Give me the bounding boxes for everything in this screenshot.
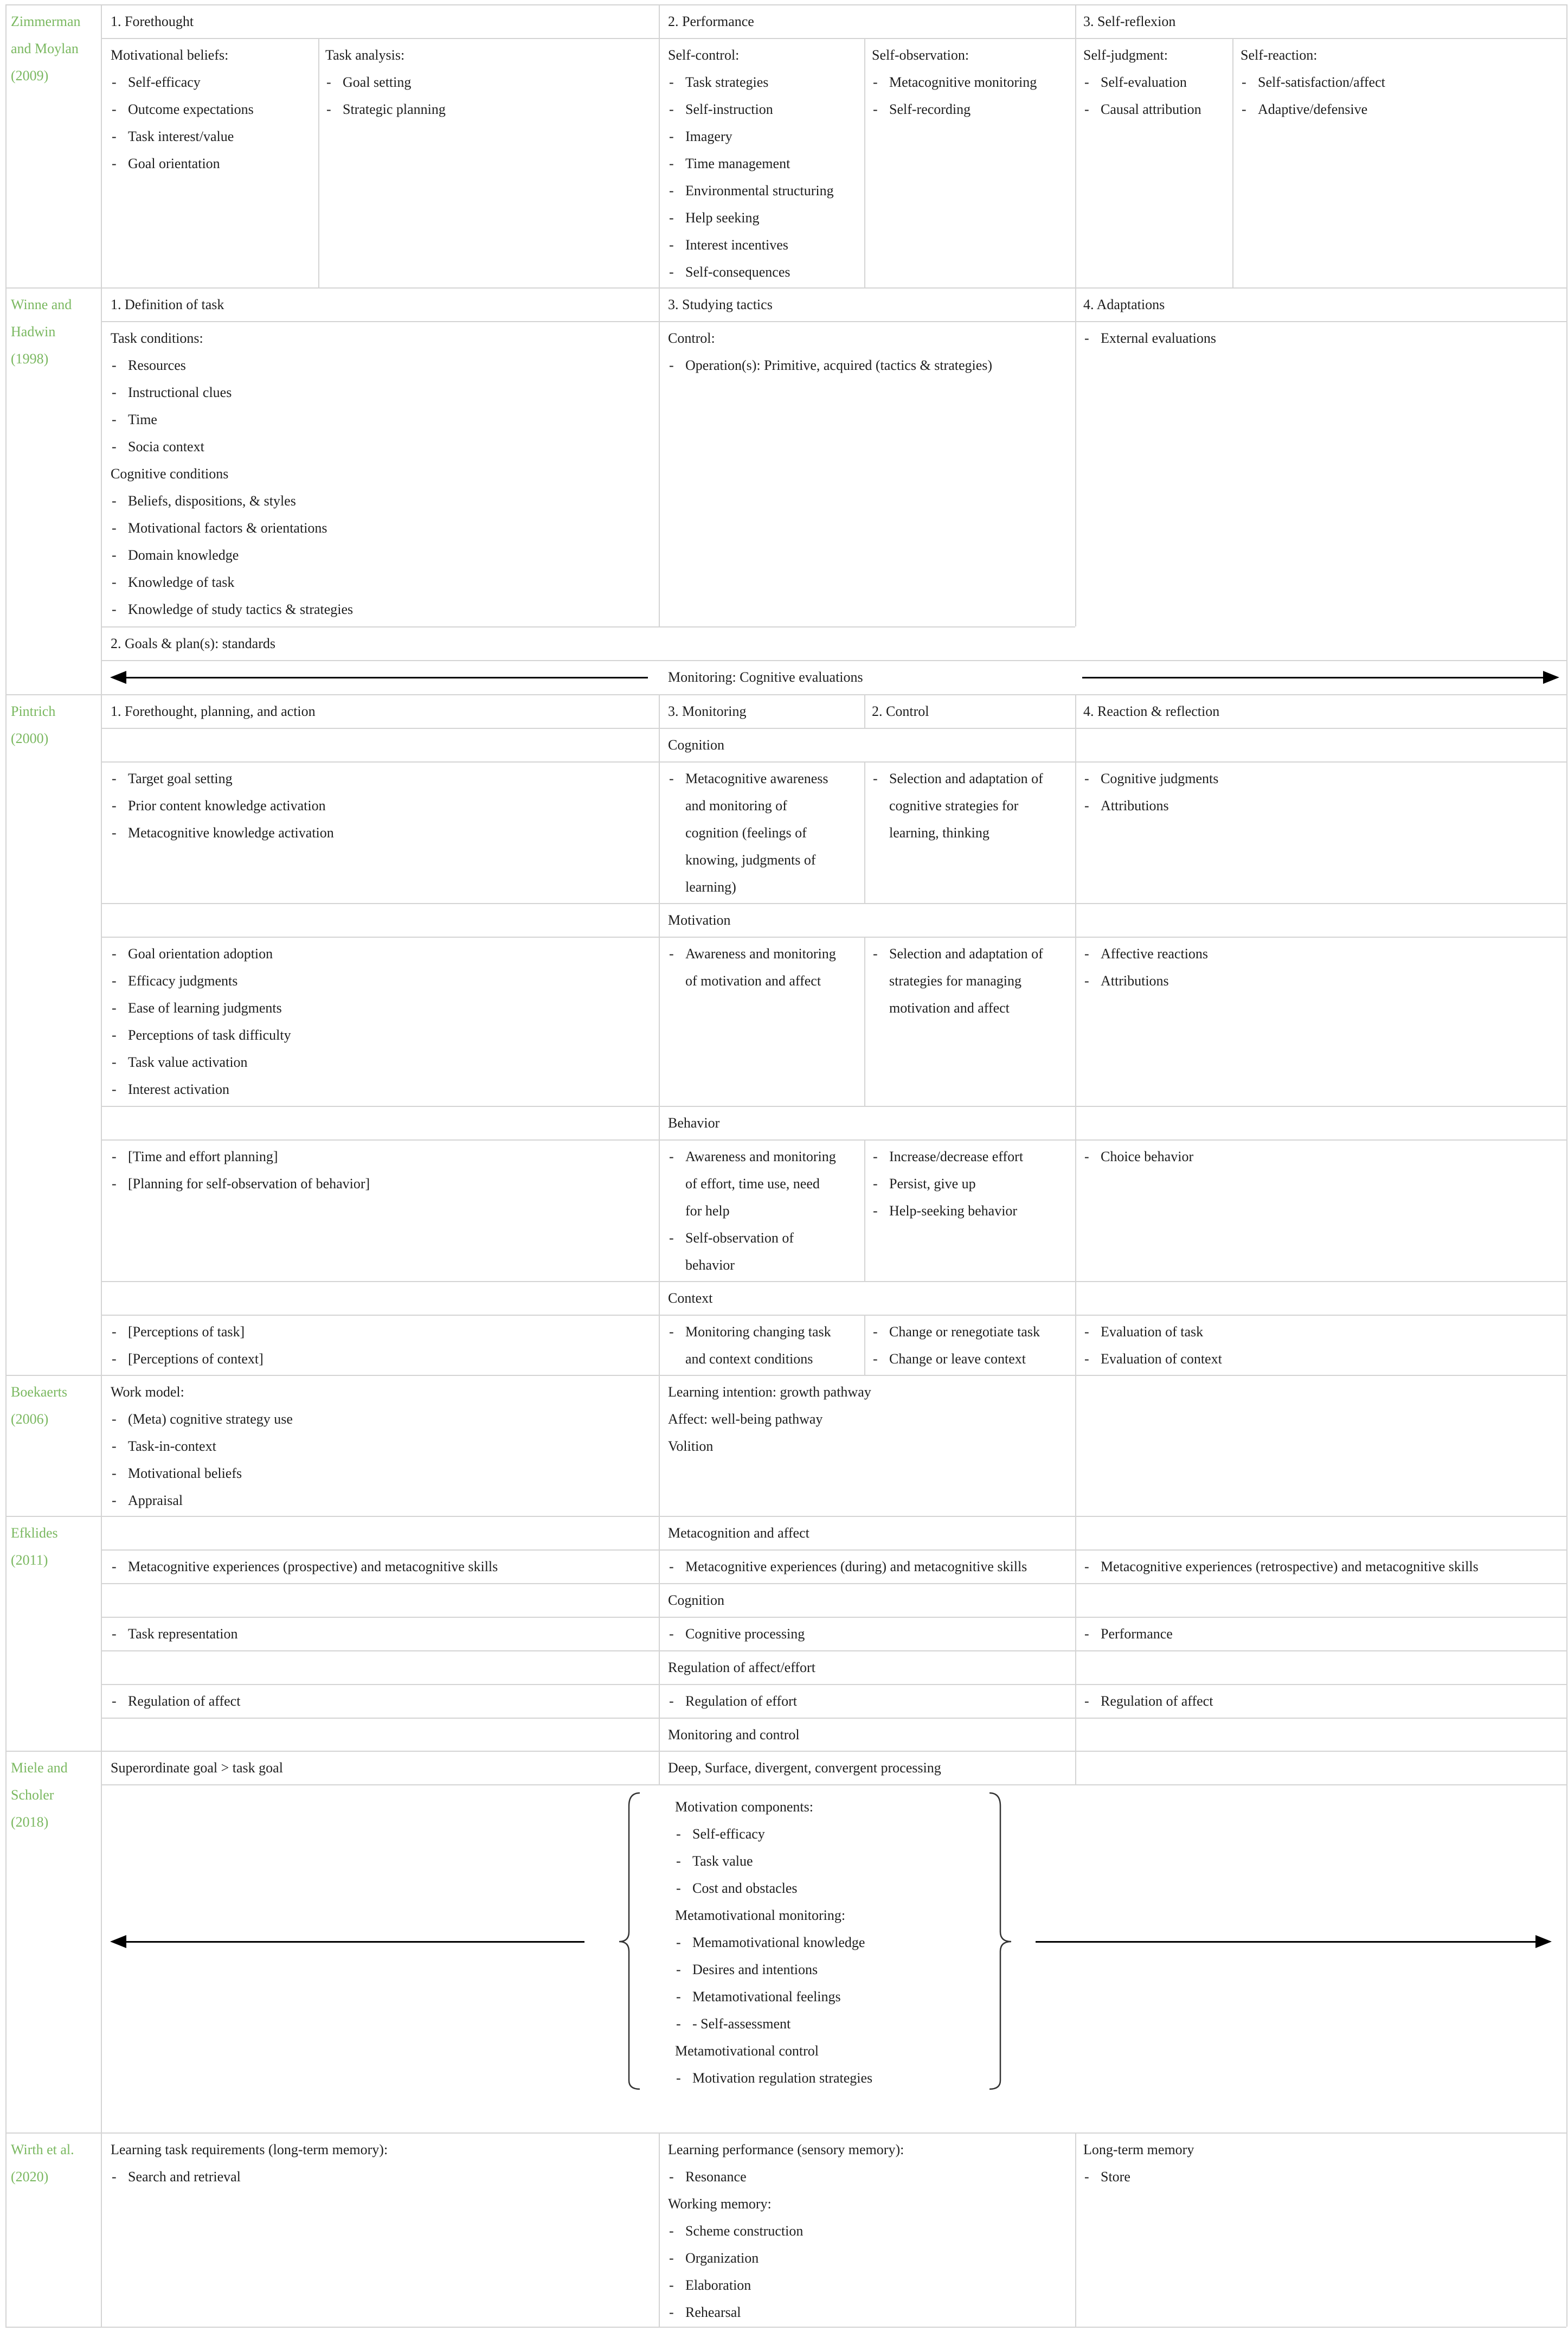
right-arrow-head xyxy=(1535,1935,1552,1948)
row-divider xyxy=(5,287,1566,289)
phase-header: 3. Self-reflexion xyxy=(1083,14,1176,29)
list-item: - Domain knowledge xyxy=(111,542,353,569)
cognition-forethought-list xyxy=(111,765,334,847)
row-divider xyxy=(5,694,1566,695)
list-item: - Self-evaluation xyxy=(1083,69,1201,96)
list-item: - Increase/decrease effort xyxy=(872,1143,1023,1170)
list-item: - Target goal setting xyxy=(111,765,334,792)
list-item: - Self-efficacy xyxy=(675,1821,765,1848)
list-item: - Self-observation of behavior xyxy=(668,1225,836,1279)
motivation-monitoring-list xyxy=(668,940,836,995)
column-divider xyxy=(1232,38,1233,287)
list-item: - Metacognitive monitoring xyxy=(872,69,1037,96)
list-item: - Causal attribution xyxy=(1083,96,1201,123)
list-item: - Resources xyxy=(111,352,232,379)
column-divider xyxy=(1075,694,1076,1375)
list-item: - Strategic planning xyxy=(325,96,446,123)
list-item: - Ease of learning judgments xyxy=(111,995,291,1022)
group-title: Self-control: xyxy=(668,47,740,63)
row-divider xyxy=(101,38,1566,39)
phase-header: 3. Studying tactics xyxy=(668,297,773,312)
list-item: - Task representation xyxy=(111,1621,238,1648)
behavior-control-list xyxy=(872,1143,1023,1225)
list-item: - Interest activation xyxy=(111,1076,291,1103)
column-divider xyxy=(864,38,865,287)
work-model-list xyxy=(111,1406,293,1514)
list-item: - Operation(s): Primitive, acquired (tactics & strategies) xyxy=(668,352,992,379)
group-title: Task conditions: xyxy=(111,330,203,346)
column-divider xyxy=(1075,287,1076,626)
left-arrow-head xyxy=(110,671,126,684)
meta-during xyxy=(668,1553,1027,1580)
list-item: - Self-consequences xyxy=(668,259,834,286)
monitoring-label: Monitoring: Cognitive evaluations xyxy=(668,669,863,685)
row-divider xyxy=(101,321,1566,322)
list-item: - Environmental structuring xyxy=(668,177,834,204)
context-monitoring-list xyxy=(668,1318,831,1373)
row-divider xyxy=(101,1617,1566,1618)
adaptations-list xyxy=(1083,325,1216,352)
list-item: - Cognitive judgments xyxy=(1083,765,1218,792)
pathway-text: Volition xyxy=(668,1438,714,1454)
column-divider xyxy=(864,1139,865,1281)
behavior-reflection-list xyxy=(1083,1143,1193,1170)
list-item: - Cognitive processing xyxy=(668,1621,805,1648)
self-observation-list xyxy=(872,69,1037,123)
list-item: - Appraisal xyxy=(111,1487,293,1514)
list-item: - Store xyxy=(1083,2163,1130,2191)
meta-retrospective xyxy=(1083,1553,1479,1580)
list-item: - - Self-assessment xyxy=(675,2010,791,2038)
list-item: - Motivational beliefs xyxy=(111,1460,293,1487)
row-divider xyxy=(5,4,1566,5)
list-item: - Change or leave context xyxy=(872,1346,1040,1373)
author-citation: Boekaerts (2006) xyxy=(11,1384,67,1427)
category-label: Monitoring and control xyxy=(668,1727,800,1743)
category-label: Context xyxy=(668,1290,713,1306)
group-title: Long-term memory xyxy=(1083,2142,1194,2157)
group-title: Learning performance (sensory memory): xyxy=(668,2142,904,2157)
cognition-monitoring-list xyxy=(668,765,828,901)
list-item: - Resonance xyxy=(668,2163,747,2191)
list-item: - Cost and obstacles xyxy=(675,1875,798,1902)
processing-text: Deep, Surface, divergent, convergent processing xyxy=(668,1760,941,1776)
cognitive-conditions-list xyxy=(111,488,353,623)
phase-header: 2. Control xyxy=(872,703,929,719)
bracket-list-item xyxy=(675,1875,798,1902)
self-control-list xyxy=(668,69,834,286)
list-item: - Self-efficacy xyxy=(111,69,254,96)
list-item: - Attributions xyxy=(1083,792,1218,819)
list-item: - Regulation of effort xyxy=(668,1688,797,1715)
category-label: Cognition xyxy=(668,737,725,753)
bracket-list-item xyxy=(675,1929,865,1956)
motivation-forethought-list xyxy=(111,940,291,1103)
bracket-list-item xyxy=(675,1956,818,1983)
list-item: - Goal setting xyxy=(325,69,446,96)
task-analysis-list xyxy=(325,69,446,123)
phase-header: 3. Monitoring xyxy=(668,703,747,719)
control-list xyxy=(668,352,992,379)
author-citation: Wirth et al. (2020) xyxy=(11,2142,74,2185)
group-title: Working memory: xyxy=(668,2196,772,2212)
list-item: - Time xyxy=(111,406,232,433)
row-divider xyxy=(101,1684,1566,1685)
self-reaction-list xyxy=(1241,69,1385,123)
list-item: - Motivational factors & orientations xyxy=(111,515,353,542)
group-title: Cognitive conditions xyxy=(111,466,229,482)
column-divider xyxy=(1075,4,1076,287)
column-divider xyxy=(864,694,865,728)
row-divider xyxy=(5,1375,1566,1376)
meta-prospective xyxy=(111,1553,498,1580)
row-divider xyxy=(101,1106,1566,1107)
list-item: - Monitoring changing task and context conditions xyxy=(668,1318,831,1373)
list-item: - Metacognitive knowledge activation xyxy=(111,819,334,847)
list-item: - Affective reactions xyxy=(1083,940,1208,968)
cognition-reflection-list xyxy=(1083,765,1218,819)
list-item: - Goal orientation adoption xyxy=(111,940,291,968)
list-item: - Task interest/value xyxy=(111,123,254,150)
list-item: - Memamotivational knowledge xyxy=(675,1929,865,1956)
column-divider xyxy=(1075,2132,1076,2327)
list-item: - Desires and intentions xyxy=(675,1956,818,1983)
column-divider xyxy=(659,1751,660,1784)
list-item: - Rehearsal xyxy=(668,2299,803,2326)
pathway-text: Learning intention: growth pathway xyxy=(668,1384,871,1400)
bracket-list-item xyxy=(675,1983,841,2010)
row-divider xyxy=(101,626,1075,627)
list-item: - Perceptions of task difficulty xyxy=(111,1022,291,1049)
motivational-beliefs-list xyxy=(111,69,254,177)
list-item: - (Meta) cognitive strategy use xyxy=(111,1406,293,1433)
right-arrow xyxy=(1036,1941,1537,1943)
list-item: - Metacognitive experiences (retrospective) and metacognitive skills xyxy=(1083,1553,1479,1580)
group-title: Control: xyxy=(668,330,715,346)
list-item: - Beliefs, dispositions, & styles xyxy=(111,488,353,515)
left-arrow-head xyxy=(110,1935,126,1948)
group-title: Self-observation: xyxy=(872,47,969,63)
group-title: Motivational beliefs: xyxy=(111,47,229,63)
category-label: Metacognition and affect xyxy=(668,1525,809,1541)
cognition-control-list xyxy=(872,765,1043,847)
regulation-item xyxy=(1083,1688,1213,1715)
list-item: - Imagery xyxy=(668,123,834,150)
self-judgment-list xyxy=(1083,69,1201,123)
list-item: - Prior content knowledge activation xyxy=(111,792,334,819)
bracket-list-item xyxy=(675,2065,872,2092)
list-item: - Self-satisfaction/affect xyxy=(1241,69,1385,96)
list-item: - Task value xyxy=(675,1848,753,1875)
column-divider xyxy=(1075,1516,1076,1751)
list-item: - Elaboration xyxy=(668,2272,803,2299)
list-item: - Self-recording xyxy=(872,96,1037,123)
regulation-item xyxy=(111,1688,240,1715)
row-divider xyxy=(5,1516,1566,1517)
group-title: Self-judgment: xyxy=(1083,47,1168,63)
group-title: Self-reaction: xyxy=(1241,47,1318,63)
list-item: - External evaluations xyxy=(1083,325,1216,352)
row-divider xyxy=(101,1315,1566,1316)
category-label: Regulation of affect/effort xyxy=(668,1660,815,1675)
list-item: - Knowledge of study tactics & strategies xyxy=(111,596,353,623)
bracket-group-title: Motivation components: xyxy=(675,1799,813,1815)
bracket-list-item xyxy=(675,2010,791,2038)
list-item: - Change or renegotiate task xyxy=(872,1318,1040,1346)
category-label: Motivation xyxy=(668,912,731,928)
list-item: - Help-seeking behavior xyxy=(872,1197,1023,1225)
list-item: - [Time and effort planning] xyxy=(111,1143,370,1170)
column-divider xyxy=(659,2132,660,2327)
author-citation: Winne and Hadwin (1998) xyxy=(11,297,72,367)
column-divider xyxy=(659,694,660,1375)
performance-list xyxy=(668,2163,747,2191)
context-reflection-list xyxy=(1083,1318,1222,1373)
group-title: Task analysis: xyxy=(325,47,405,63)
list-item: - Regulation of affect xyxy=(111,1688,240,1715)
regulation-item xyxy=(668,1688,797,1715)
list-item: - Task strategies xyxy=(668,69,834,96)
list-item: - Motivation regulation strategies xyxy=(675,2065,872,2092)
row-divider xyxy=(101,937,1566,938)
list-item: - Metamotivational feelings xyxy=(675,1983,841,2010)
list-item: - Metacognitive experiences (during) and metacognitive skills xyxy=(668,1553,1027,1580)
row-divider xyxy=(101,728,1566,729)
column-divider xyxy=(659,1516,660,1751)
list-item: - Task-in-context xyxy=(111,1433,293,1460)
right-curly-bracket xyxy=(989,1793,1011,2089)
behavior-forethought-list xyxy=(111,1143,370,1197)
list-item: - [Perceptions of context] xyxy=(111,1346,264,1373)
long-term-memory-list xyxy=(1083,2163,1130,2191)
row-divider xyxy=(101,1650,1566,1651)
cognition-item xyxy=(111,1621,238,1648)
group-title: Learning task requirements (long-term memory): xyxy=(111,2142,388,2157)
phase-header: 4. Adaptations xyxy=(1083,297,1165,312)
row-divider xyxy=(101,903,1566,904)
phase-header: 1. Definition of task xyxy=(111,297,224,312)
list-item: - [Perceptions of task] xyxy=(111,1318,264,1346)
row-divider xyxy=(5,1751,1566,1752)
author-citation: Miele and Scholer (2018) xyxy=(11,1760,68,1830)
row-divider xyxy=(101,1583,1566,1584)
bracket-list-item xyxy=(675,1821,765,1848)
context-forethought-list xyxy=(111,1318,264,1373)
column-divider xyxy=(864,761,865,903)
author-citation: Efklides (2011) xyxy=(11,1525,58,1568)
left-arrow xyxy=(125,677,648,678)
list-item: - Socia context xyxy=(111,433,232,460)
context-control-list xyxy=(872,1318,1040,1373)
list-item: - [Planning for self-observation of behavior] xyxy=(111,1170,370,1197)
list-item: - Knowledge of task xyxy=(111,569,353,596)
list-item: - Selection and adaptation of cognitive strategies for learning, thinking xyxy=(872,765,1043,847)
list-item: - Goal orientation xyxy=(111,150,254,177)
column-divider xyxy=(1075,1375,1076,1516)
list-item: - Persist, give up xyxy=(872,1170,1023,1197)
pathway-text: Affect: well-being pathway xyxy=(668,1411,823,1427)
list-item: - Performance xyxy=(1083,1621,1173,1648)
motivation-control-list xyxy=(872,940,1043,1022)
left-curly-bracket xyxy=(619,1793,640,2089)
list-item: - Metacognitive experiences (prospective) and metacognitive skills xyxy=(111,1553,498,1580)
category-label: Behavior xyxy=(668,1115,720,1131)
category-label: Cognition xyxy=(668,1592,725,1608)
list-item: - Organization xyxy=(668,2245,803,2272)
requirements-list xyxy=(111,2163,241,2191)
list-item: - Efficacy judgments xyxy=(111,968,291,995)
list-item: - Scheme construction xyxy=(668,2218,803,2245)
list-item: - Help seeking xyxy=(668,204,834,232)
right-arrow xyxy=(1082,677,1544,678)
list-item: - Task value activation xyxy=(111,1049,291,1076)
column-divider xyxy=(659,287,660,626)
phase-header: 2. Performance xyxy=(668,14,754,29)
row-divider xyxy=(5,2327,1566,2328)
row-divider xyxy=(101,761,1566,763)
right-arrow-head xyxy=(1543,671,1559,684)
list-item: - Evaluation of task xyxy=(1083,1318,1222,1346)
phase-header: 1. Forethought, planning, and action xyxy=(111,703,316,719)
column-divider xyxy=(659,4,660,287)
phase-header: 4. Reaction & reflection xyxy=(1083,703,1220,719)
list-item: - Awareness and monitoring of effort, time use, need for help xyxy=(668,1143,836,1225)
list-item: - Self-instruction xyxy=(668,96,834,123)
column-divider xyxy=(659,1375,660,1516)
list-item: - Adaptive/defensive xyxy=(1241,96,1385,123)
list-item: - Metacognitive awareness and monitoring of cognition (feelings of knowing, judgments of learning) xyxy=(668,765,828,901)
author-citation: Pintrich (2000) xyxy=(11,703,56,746)
list-item: - Instructional clues xyxy=(111,379,232,406)
column-divider xyxy=(864,1315,865,1375)
column-divider xyxy=(318,38,319,287)
cognition-item xyxy=(1083,1621,1173,1648)
list-item: - Selection and adaptation of strategies for managing motivation and affect xyxy=(872,940,1043,1022)
author-citation: Zimmerman and Moylan (2009) xyxy=(11,14,81,84)
bracket-list-item xyxy=(675,1848,753,1875)
bracket-group-title: Metamotivational control xyxy=(675,2043,819,2059)
list-item: - Search and retrieval xyxy=(111,2163,241,2191)
list-item: - Attributions xyxy=(1083,968,1208,995)
list-item: - Awareness and monitoring of motivation and affect xyxy=(668,940,836,995)
row-divider xyxy=(101,1549,1566,1551)
row-divider xyxy=(101,1281,1566,1282)
goals-plans: 2. Goals & plan(s): standards xyxy=(111,636,276,651)
bracket-group-title: Metamotivational monitoring: xyxy=(675,1907,846,1923)
task-conditions-list xyxy=(111,352,232,460)
behavior-monitoring-list xyxy=(668,1143,836,1279)
working-memory-list xyxy=(668,2218,803,2326)
row-divider xyxy=(101,1139,1566,1141)
list-item: - Choice behavior xyxy=(1083,1143,1193,1170)
list-item: - Time management xyxy=(668,150,834,177)
left-arrow xyxy=(125,1941,584,1943)
row-divider xyxy=(101,660,1566,661)
phase-header: 1. Forethought xyxy=(111,14,194,29)
goal-text: Superordinate goal > task goal xyxy=(111,1760,283,1776)
list-item: - Outcome expectations xyxy=(111,96,254,123)
column-divider xyxy=(1075,1751,1076,1784)
cognition-item xyxy=(668,1621,805,1648)
row-divider xyxy=(101,1718,1566,1719)
group-title: Work model: xyxy=(111,1384,184,1400)
list-item: - Evaluation of context xyxy=(1083,1346,1222,1373)
list-item: - Regulation of affect xyxy=(1083,1688,1213,1715)
column-divider xyxy=(864,937,865,1106)
list-item: - Interest incentives xyxy=(668,232,834,259)
motivation-reflection-list xyxy=(1083,940,1208,995)
